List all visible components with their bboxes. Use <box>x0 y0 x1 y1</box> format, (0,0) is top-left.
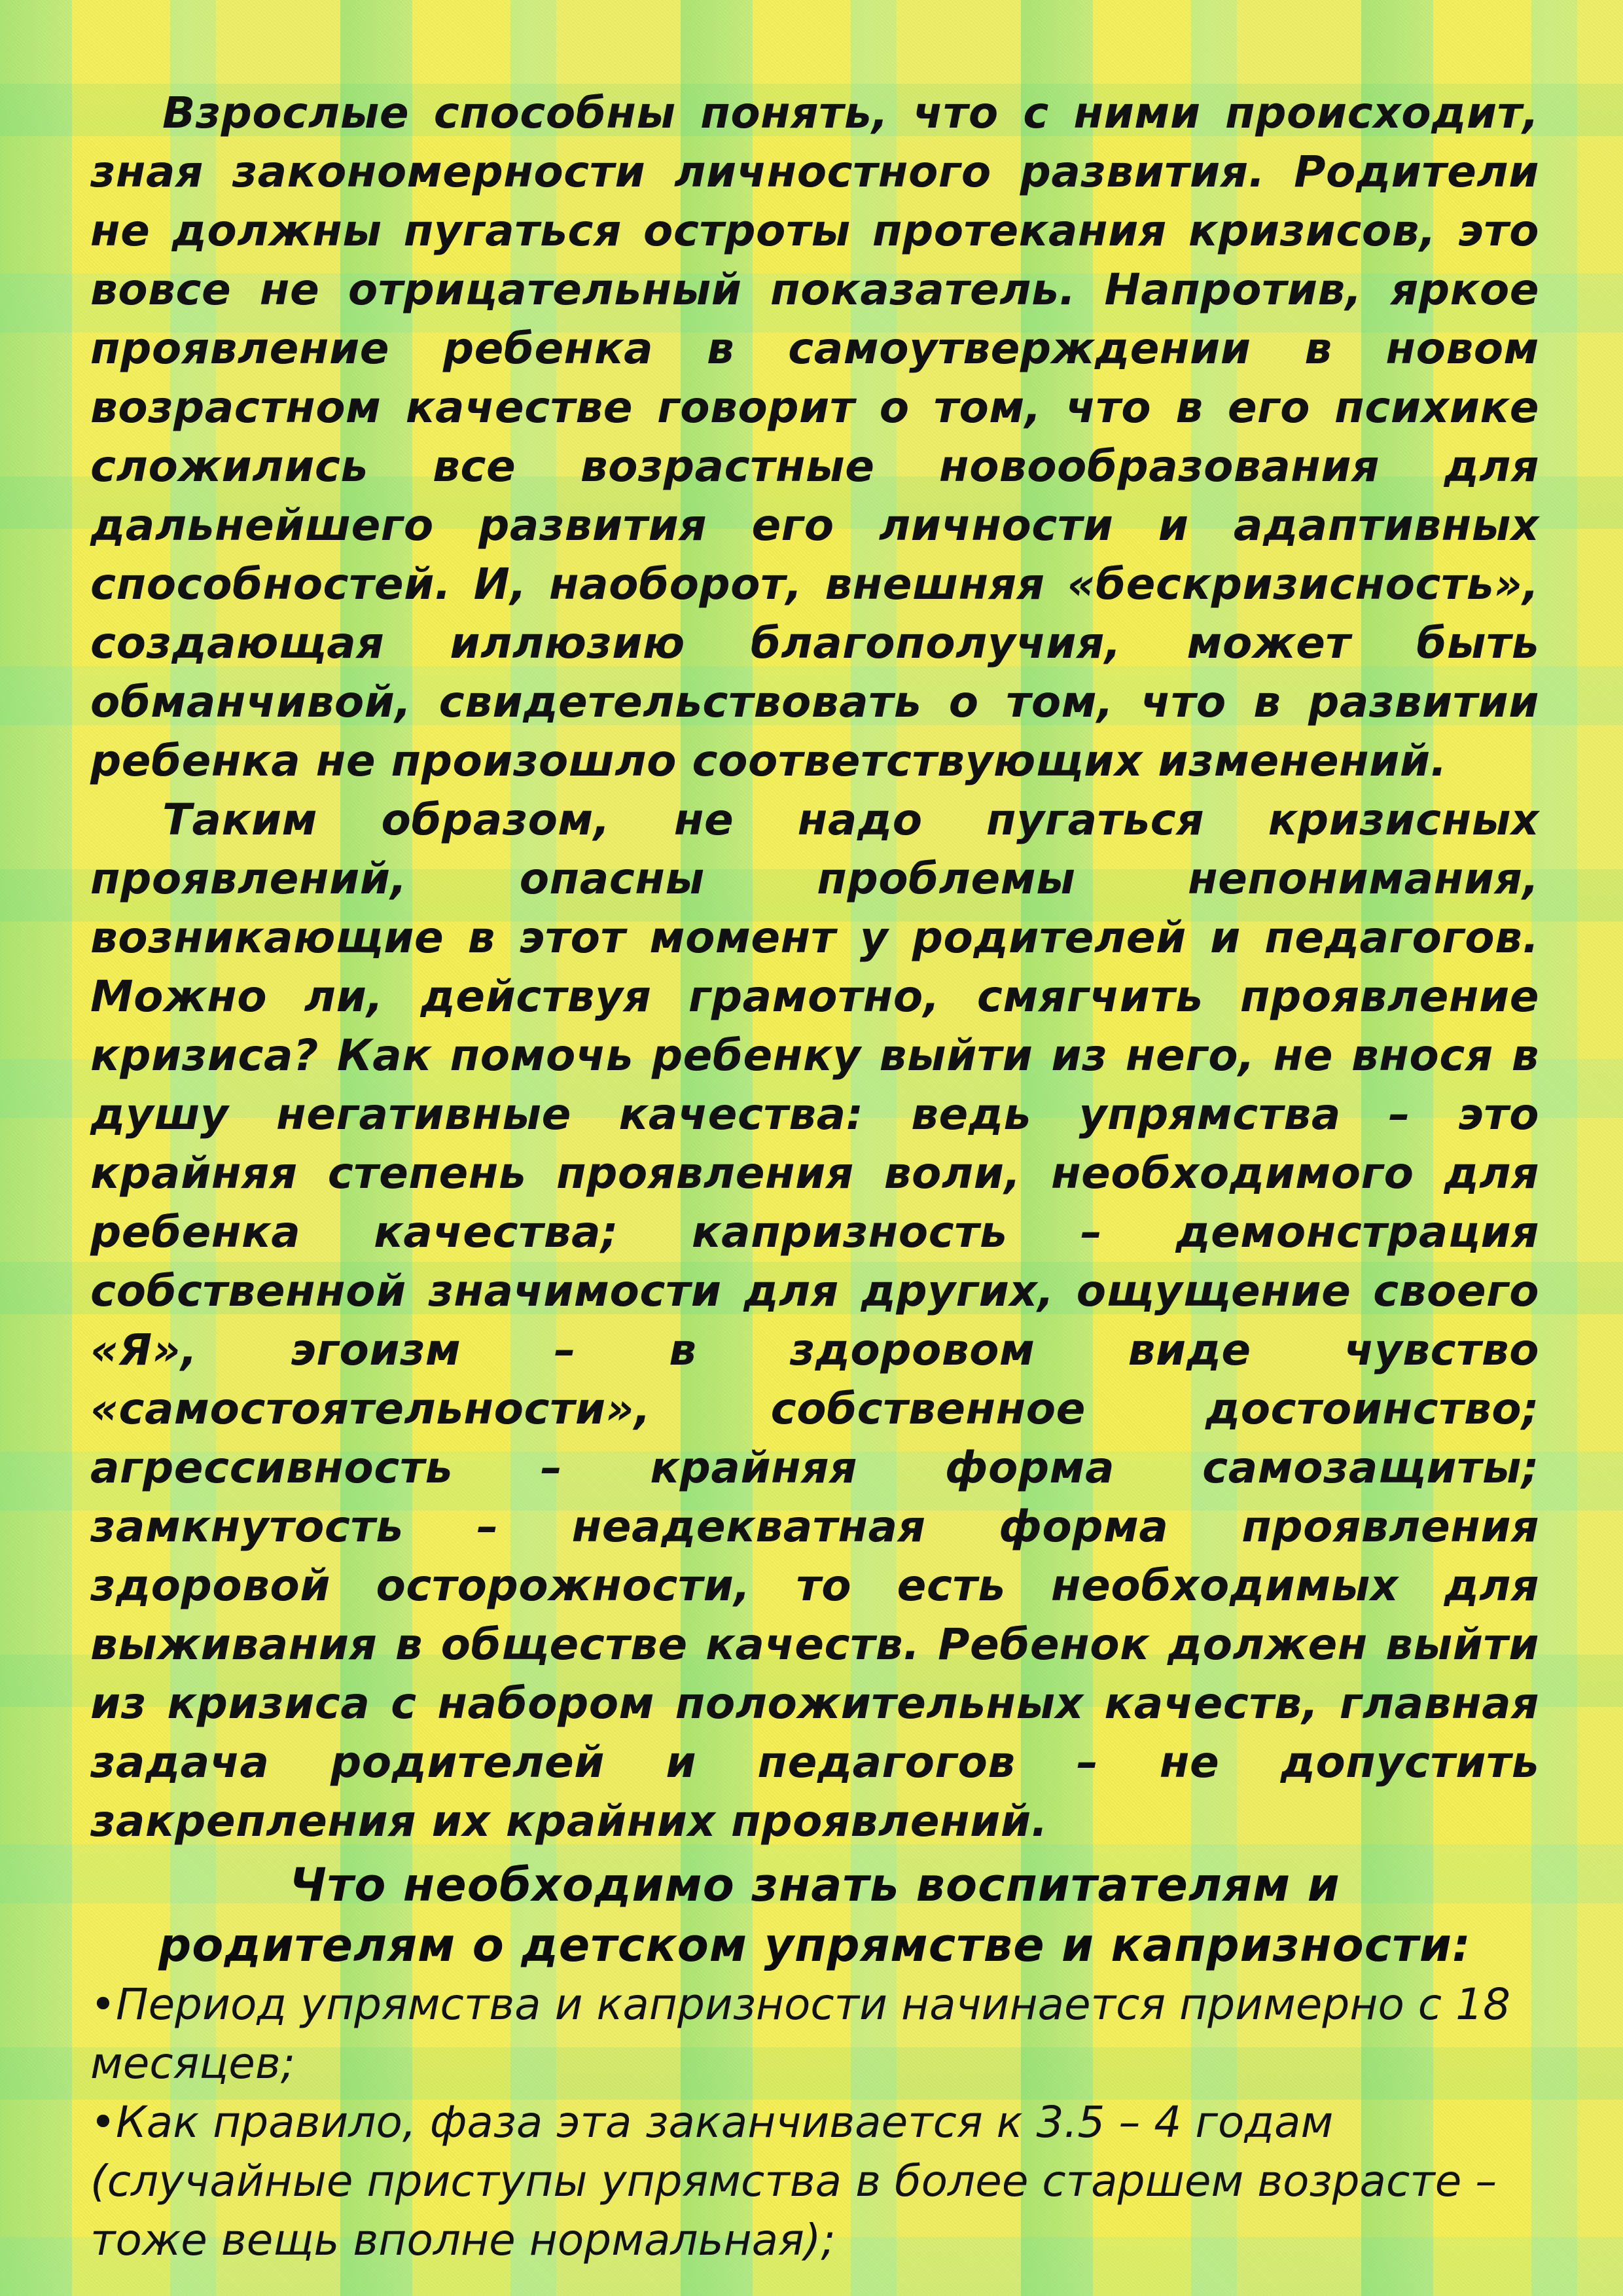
document-page <box>90 84 1539 2270</box>
bullet-icon: • <box>90 1979 116 2030</box>
bullet-icon: • <box>90 2097 116 2147</box>
section-heading <box>90 1855 1539 1975</box>
section-heading-line-1: Что необходимо знать воспитателям и <box>289 1858 1340 1912</box>
list-item <box>90 2093 1539 2270</box>
bullet-list <box>90 1975 1539 2270</box>
paragraph-2: Таким образом, не надо пугаться кризисных проявлений, опасны проблемы непонимания, возникающие в этот момент у родителей и педагогов. Можно ли, действуя грамотно, смягчить проявление кризиса? Как помочь ребенку выйти из него, не внося в душу негативные качества: ведь упрямства – это крайняя степень проявления воли, необходимого для ребенка качества; капризность – демонстрация собственной значимости для других, ощущение своего «Я», эгоизм – в здоровом виде чувство «самостоятельности», собственное достоинство; агрессивность – крайняя форма самозащиты; замкнутость – неадекватная форма проявления здоровой осторожности, то есть необходимых для выживания в обществе качеств. Ребенок должен выйти из кризиса с набором положительных качеств, главная задача родителей и педагогов – не допустить закрепления их крайних проявлений. <box>90 795 1539 1846</box>
list-item-text: Как правило, фаза эта заканчивается к 3.5 – 4 годам (случайные приступы упрямства в более старшем возрасте – тоже вещь вполне нормальная); <box>90 2097 1497 2265</box>
list-item <box>90 1975 1539 2093</box>
section-heading-line-2: родителям о детском упрямстве и капризности: <box>158 1918 1471 1972</box>
list-item-text: Период упрямства и капризности начинается примерно с 18 месяцев; <box>90 1979 1511 2089</box>
paragraph-1: Взрослые способны понять, что с ними происходит, зная закономерности личностного развития. Родители не должны пугаться остроты протекания кризисов, это вовсе не отрицательный показатель. Напротив, яркое проявление ребенка в самоутверждении в новом возрастном качестве говорит о том, что в его психике сложились все возрастные новообразования для дальнейшего развития его личности и адаптивных способностей. И, наоборот, внешняя «бескризисность», создающая иллюзию благополучия, может быть обманчивой, свидетельствовать о том, что в развитии ребенка не произошло соответствующих изменений. <box>90 88 1539 786</box>
